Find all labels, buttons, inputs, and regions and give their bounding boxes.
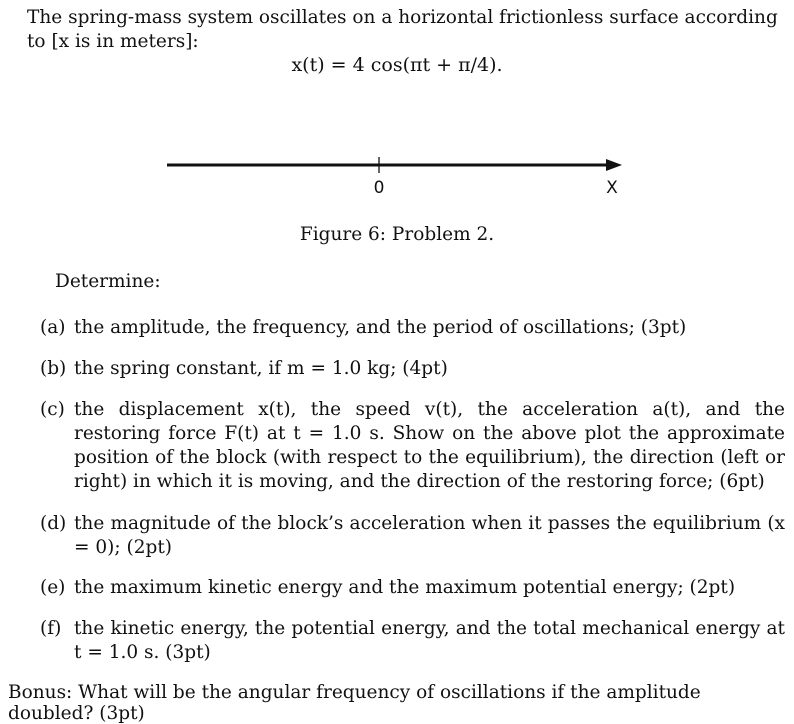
origin-label: 0 [373, 178, 385, 198]
question-item-c [40, 398, 785, 494]
question-item-b [40, 357, 785, 381]
item-text: the magnitude of the block’s acceleration when it passes the equilibrium (x = 0); (2pt) [74, 513, 785, 558]
determine-heading: Determine: [55, 271, 161, 292]
question-item-e [40, 576, 785, 600]
bonus-question: Bonus: What will be the angular frequency of oscillations if the amplitude doubled? (3pt) [8, 682, 701, 724]
item-label: (e) [40, 577, 66, 598]
item-text: the maximum kinetic energy and the maximum potential energy; (2pt) [74, 577, 736, 598]
item-label: (c) [40, 399, 65, 420]
item-text: the kinetic energy, the potential energy, and the total mechanical energy at t = 1.0 s. (3pt) [74, 618, 785, 663]
position-axis-figure [160, 150, 630, 202]
x-axis-arrowhead [606, 159, 622, 171]
item-text: the amplitude, the frequency, and the period of oscillations; (3pt) [74, 317, 687, 338]
question-item-f [40, 617, 785, 665]
question-item-a [40, 316, 785, 340]
item-label: (d) [40, 513, 67, 534]
problem-intro: The spring-mass system oscillates on a horizontal frictionless surface according to [x is in meters]: [27, 7, 778, 52]
item-label: (b) [40, 358, 67, 379]
item-text: the spring constant, if m = 1.0 kg; (4pt) [74, 358, 448, 379]
item-label: (f) [40, 618, 62, 639]
x-axis-label: X [606, 178, 618, 198]
item-text: the displacement x(t), the speed v(t), the acceleration a(t), and the restoring force F(t) at t = 1.0 s. Show on the above plot the approximate position of the block (with respect to the equilibrium), the direction (left or right) in which it is moving, and the direction of the restoring force; (6pt) [74, 399, 785, 492]
motion-equation: x(t) = 4 cos(πt + π/4). [291, 54, 503, 76]
question-item-d [40, 512, 785, 560]
figure-caption: Figure 6: Problem 2. [299, 224, 495, 245]
item-label: (a) [40, 317, 66, 338]
